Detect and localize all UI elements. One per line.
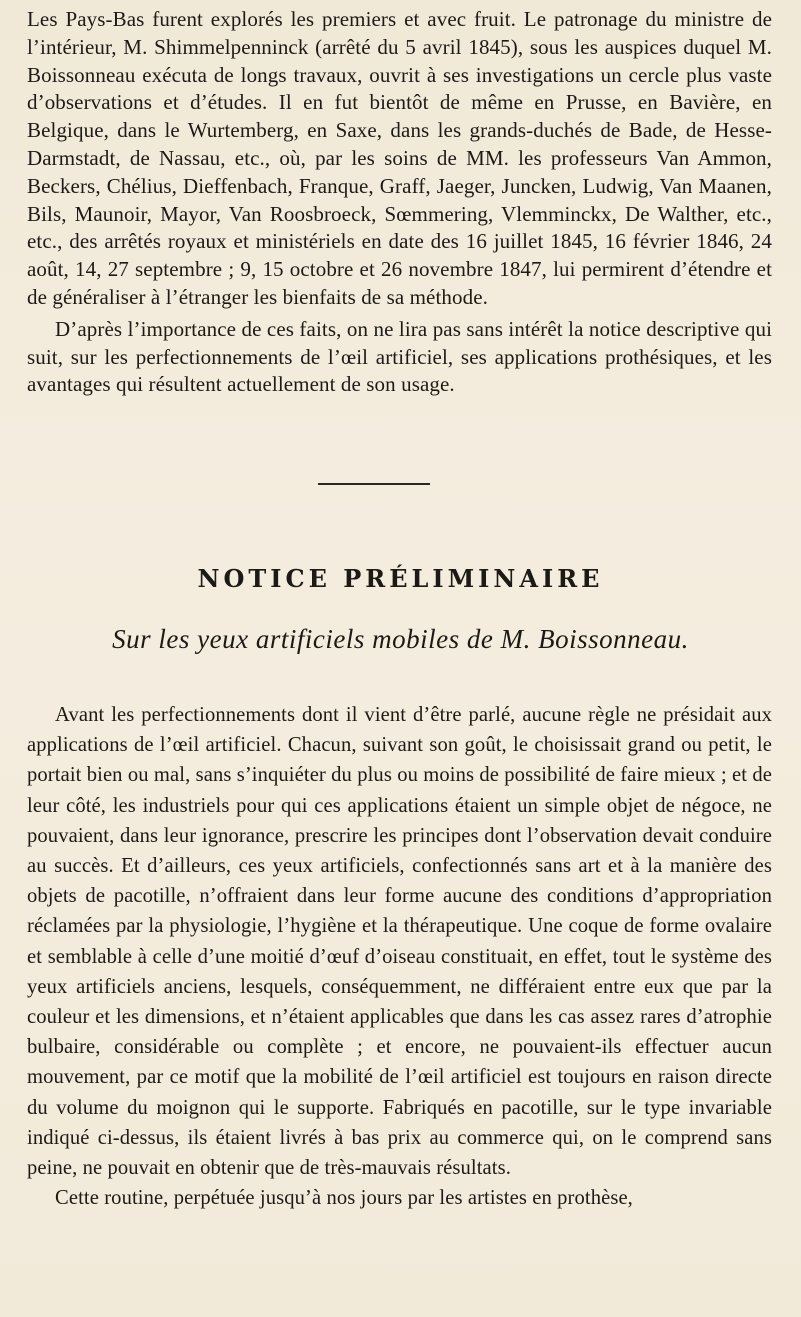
body-paragraph-2: Cette routine, perpétuée jusqu’à nos jours par les artistes en prothèse, bbox=[55, 1187, 633, 1210]
intro-paragraph-2: D’après l’importance de ces faits, on ne lira pas sans intérêt la notice descriptive qui suit, sur les perfectionnements de l’œil artificiel, ses applications prothésiques, et les avantages qui résultent actuellement de son usage. bbox=[27, 316, 772, 397]
body-text bbox=[27, 700, 772, 1213]
intro-text bbox=[27, 6, 772, 399]
section-subtitle: Sur les yeux artificiels mobiles de M. Boissonneau. bbox=[112, 624, 689, 654]
body-paragraph-1: Avant les perfectionnements dont il vient d’être parlé, aucune règle ne présidait aux applications de l’œil artificiel. Chacun, suivant son goût, le choisissait grand ou petit, le portait bien ou mal, sans s’inquiéter du plus ou moins de possibilité de faire mieux ; et de leur côté, les industriels pour qui ces applications étaient un simple objet de négoce, ne pouvaient, dans leur ignorance, prescrire les principes dont l’observation devait conduire au succès. Et d’ailleurs, ces yeux artificiels, confectionnés sans art et à la manière des objets de pacotille, n’offraient dans leur forme aucune des conditions d’appropriation réclamées par la physiologie, l’hygiène et la thérapeutique. Une coque de forme ovalaire et semblable à celle d’une moitié d’œuf d’oiseau constituait, en effet, tout le système des yeux artificiels anciens, lesquels, conséquemment, ne différaient entre eux que par la couleur et les dimensions, et n’étaient applicables que dans les cas assez rares d’atrophie bulbaire, considérable ou complète ; et encore, ne pouvaient-ils effectuer aucun mouvement, par ce motif que la mobilité de l’œil artificiel est toujours en raison directe du volume du moignon qui le supporte. Fabriqués en pacotille, sur le type invariable indiqué ci-dessus, ils étaient livrés à bas prix au commerce qui, on le comprend sans peine, ne pouvait en obtenir que de très-mauvais résultats. bbox=[27, 704, 772, 1180]
intro-paragraph-1: Les Pays-Bas furent explorés les premiers et avec fruit. Le patronage du ministre de l’intérieur, M. Shimmelpenninck (arrêté du 5 avril 1845), sous les auspices duquel M. Boissonneau exécuta de longs travaux, ouvrit à ses investigations un cercle plus vaste d’observations et d’études. Il en fut bientôt de même en Prusse, en Bavière, en Belgique, dans le Wurtemberg, en Saxe, dans les grands-duchés de Bade, de Hesse-Darmstadt, de Nassau, etc., où, par les soins de MM. les professeurs Van Ammon, Beckers, Chélius, Dieffenbach, Franque, Graff, Jaeger, Juncken, Ludwig, Van Maanen, Bils, Maunoir, Mayor, Van Roosbroeck, Sœmmering, Vlemminckx, De Walther, etc., etc., des arrêtés royaux et ministériels en date des 16 juillet 1845, 16 février 1846, 24 août, 14, 27 septembre ; 9, 15 octobre et 26 novembre 1847, lui permirent d’étendre et de généraliser à l’étranger les bienfaits de sa méthode. bbox=[27, 7, 772, 309]
section-title: NOTICE PRÉLIMINAIRE bbox=[197, 564, 604, 593]
section-divider bbox=[318, 483, 430, 485]
